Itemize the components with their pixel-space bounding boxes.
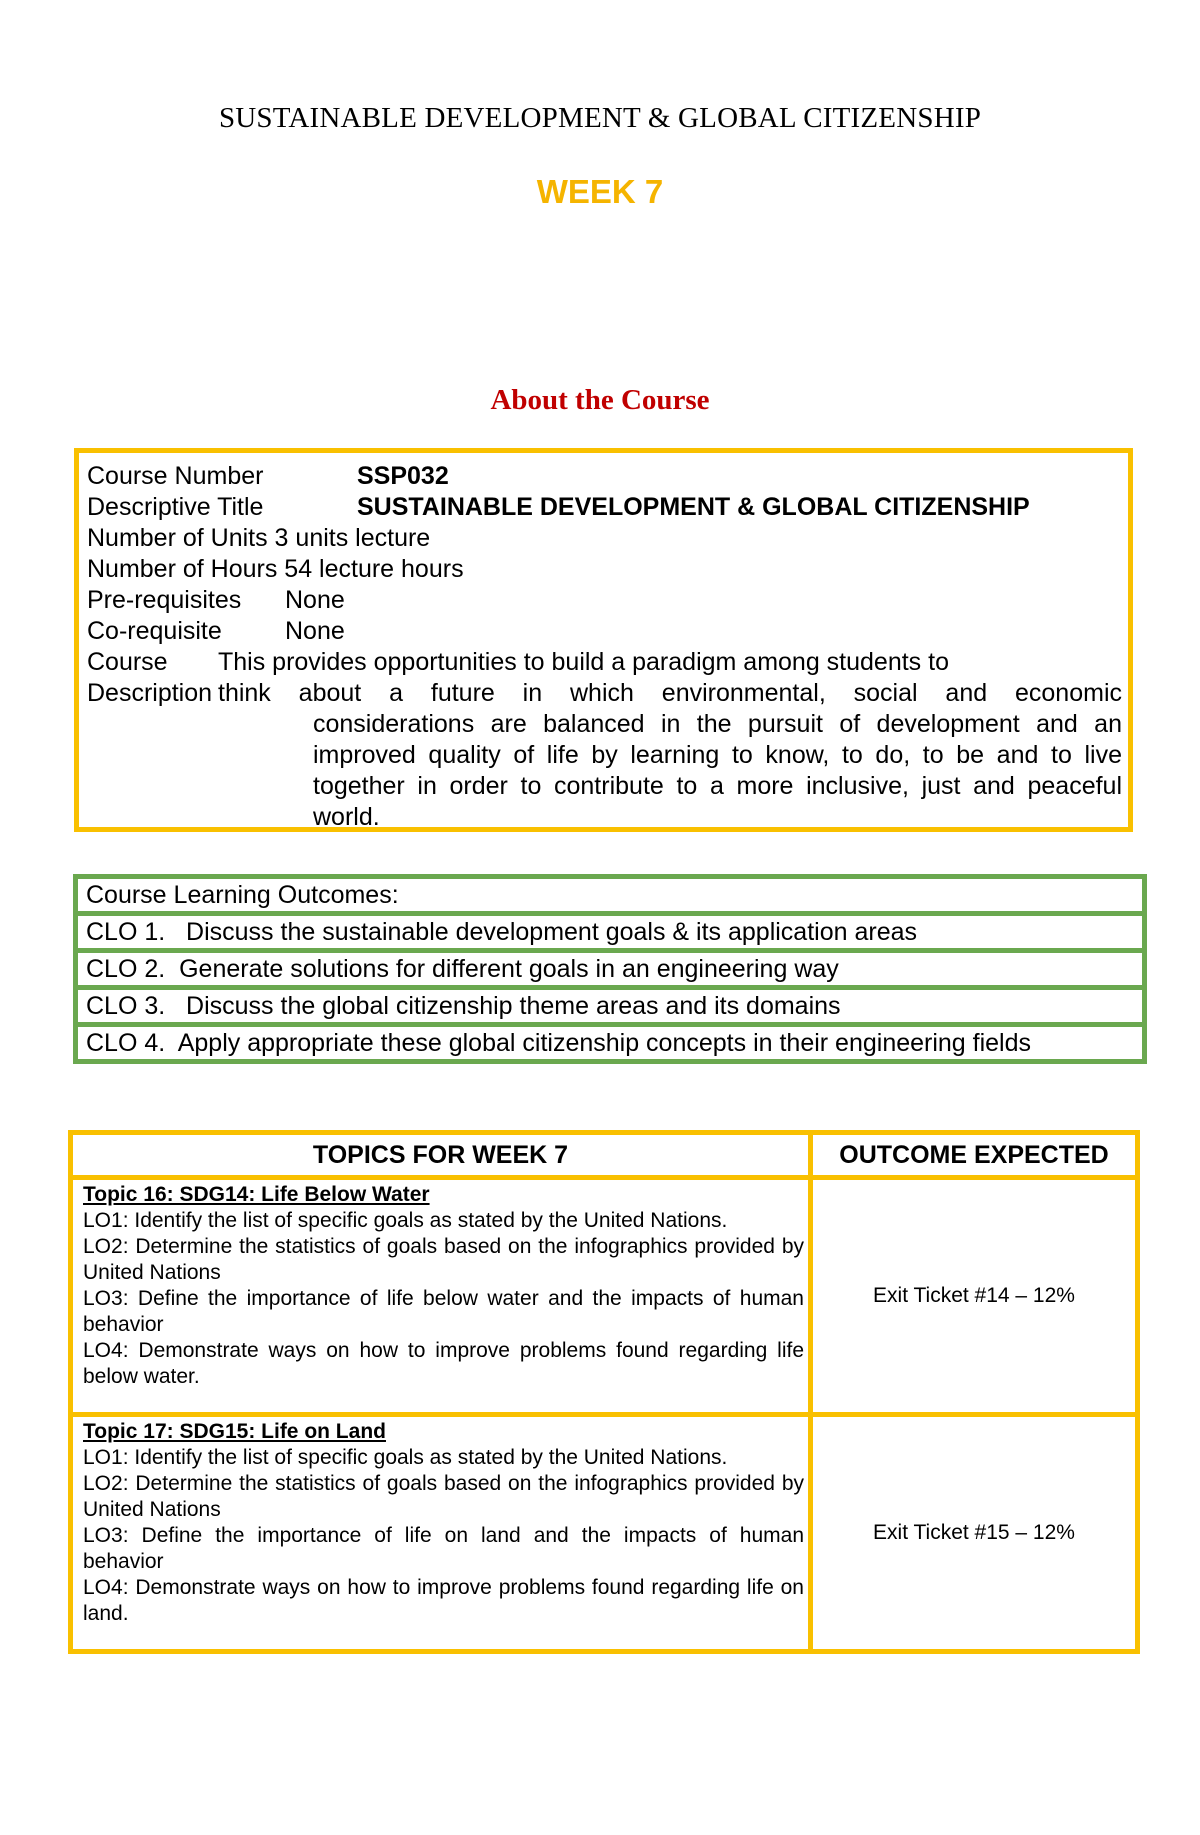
lo-item: LO1: Identify the list of specific goals as stated by the United Nations.: [83, 1446, 728, 1469]
topic-cell: [71, 1415, 811, 1652]
coreq-value: None: [285, 617, 345, 645]
descriptive-title-value: SUSTAINABLE DEVELOPMENT & GLOBAL CITIZENSHIP: [357, 493, 1030, 521]
descriptive-title-row: [87, 492, 1122, 523]
lo-item: LO4: Demonstrate ways on how to improve problems found regarding life on land.: [83, 1576, 804, 1625]
descriptive-title-label: Descriptive Title: [87, 493, 264, 521]
clo-heading: Course Learning Outcomes:: [76, 877, 1145, 914]
course-number-value: SSP032: [357, 462, 449, 490]
outcome-cell: Exit Ticket #14 – 12%: [811, 1178, 1138, 1415]
prereq-label: Pre-requisites: [87, 586, 242, 614]
lo-item: LO4: Demonstrate ways on how to improve problems found regarding life below water.: [83, 1339, 804, 1388]
topics-column-header: TOPICS FOR WEEK 7: [71, 1133, 811, 1178]
topic-title: Topic 17: SDG15: Life on Land: [83, 1420, 386, 1443]
desc-label-description: Description: [87, 679, 213, 707]
lo-item: LO2: Determine the statistics of goals based on the infographics provided by United Nations: [83, 1472, 804, 1521]
desc-row-2: [87, 678, 1122, 709]
units-row: [87, 523, 1122, 554]
hours-text: Number of Hours 54 lecture hours: [87, 555, 464, 583]
clo-item: CLO 2. Generate solutions for different goals in an engineering way: [76, 951, 1145, 988]
lo-item: LO2: Determine the statistics of goals based on the infographics provided by United Nations: [83, 1235, 804, 1284]
prereq-value: None: [285, 586, 345, 614]
desc-continuation: considerations are balanced in the pursuit of development and an improved quality of life by learning to know, to do, to be and to live together in order to contribute to a more inclusive, just and peaceful world.: [313, 710, 1122, 831]
coreq-row: [87, 616, 1122, 647]
lo-item: LO1: Identify the list of specific goals as stated by the United Nations.: [83, 1209, 728, 1232]
about-section-title: About the Course: [490, 384, 710, 416]
hours-row: [87, 554, 1122, 585]
topic-cell: [71, 1178, 811, 1415]
lo-item: LO3: Define the importance of life on land and the impacts of human behavior: [83, 1524, 804, 1573]
table-row: [71, 1178, 1138, 1415]
about-course-box: [74, 448, 1133, 832]
clo-table: [73, 874, 1147, 1064]
table-row: [71, 1415, 1138, 1652]
units-text: Number of Units 3 units lecture: [87, 524, 431, 552]
prereq-row: [87, 585, 1122, 616]
clo-item: CLO 1. Discuss the sustainable development goals & its application areas: [76, 914, 1145, 951]
desc-label-course: Course: [87, 648, 168, 676]
clo-item: CLO 4. Apply appropriate these global citizenship concepts in their engineering fields: [76, 1025, 1145, 1062]
week-title: WEEK 7: [536, 173, 664, 210]
course-number-label: Course Number: [87, 462, 264, 490]
desc-line-1: This provides opportunities to build a paradigm among students to: [218, 648, 949, 676]
desc-line-2: think about a future in which environmental, social and economic: [218, 679, 1122, 707]
coreq-label: Co-requisite: [87, 617, 222, 645]
outcome-column-header: OUTCOME EXPECTED: [811, 1133, 1138, 1178]
topic-title: Topic 16: SDG14: Life Below Water: [83, 1183, 430, 1206]
document-title: SUSTAINABLE DEVELOPMENT & GLOBAL CITIZENSHIP: [218, 102, 982, 134]
lo-item: LO3: Define the importance of life below water and the impacts of human behavior: [83, 1287, 804, 1336]
clo-item: CLO 3. Discuss the global citizenship theme areas and its domains: [76, 988, 1145, 1025]
course-number-row: [87, 461, 1122, 492]
outcome-cell: Exit Ticket #15 – 12%: [811, 1415, 1138, 1652]
desc-row-1: [87, 647, 1122, 678]
topics-table: [68, 1130, 1140, 1654]
